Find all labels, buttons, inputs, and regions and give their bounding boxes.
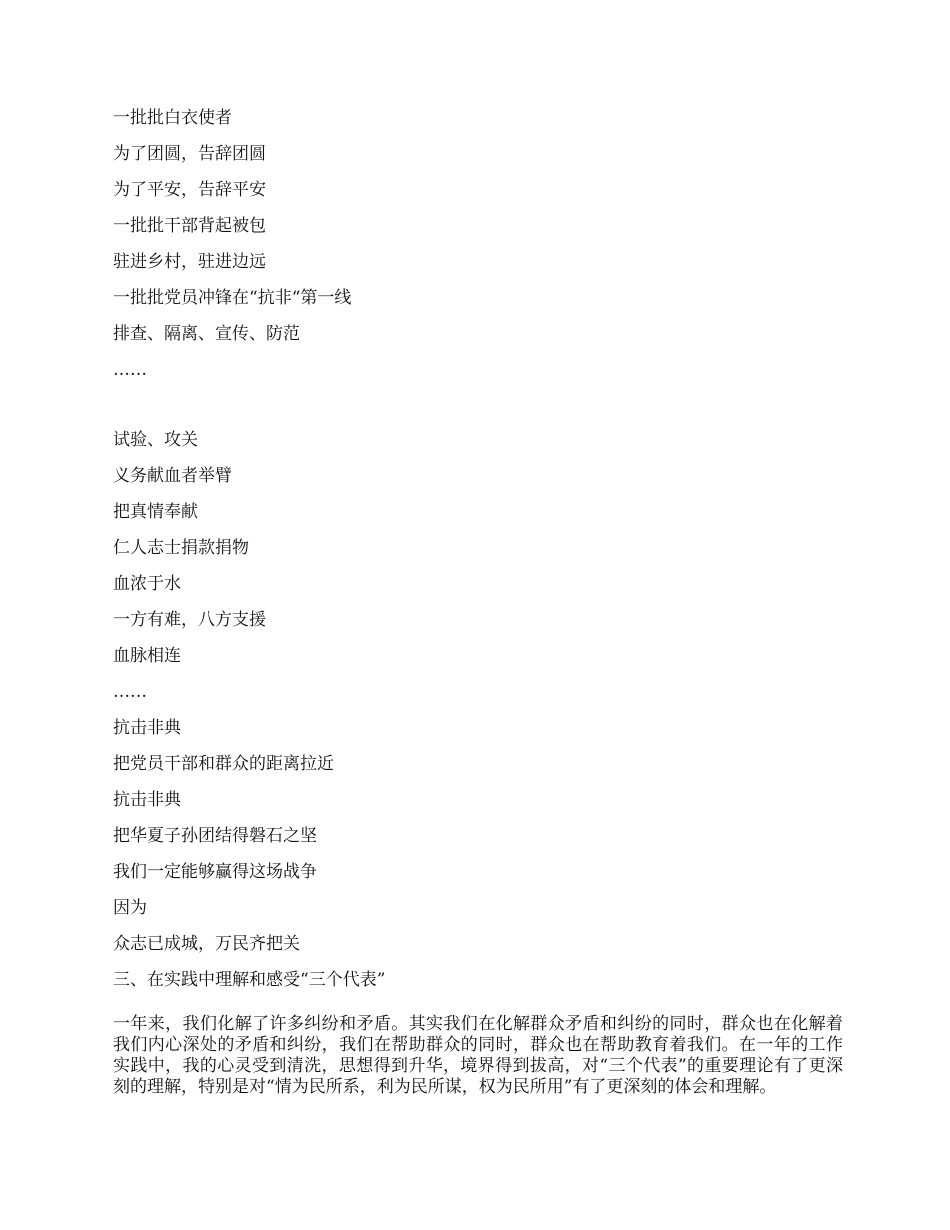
poem-block-1: [113, 108, 843, 396]
text-line: 试验、攻关: [113, 430, 198, 450]
document-page: [113, 108, 843, 1098]
text-line: 仁人志士捐款捐物: [113, 538, 249, 558]
text-line: 血脉相连: [113, 646, 181, 666]
text-line: 为了平安，告辞平安: [113, 180, 266, 200]
text-line: 驻进乡村，驻进边远: [113, 252, 266, 272]
text-line: 为了团圆，告辞团圆: [113, 144, 266, 164]
text-line: 一方有难，八方支援: [113, 610, 266, 630]
section-heading: 三、在实践中理解和感受“三个代表”: [113, 970, 386, 990]
text-line: 一批批白衣使者: [113, 108, 232, 128]
text-line: 抗击非典: [113, 718, 181, 738]
text-line: 把真情奉献: [113, 502, 198, 522]
text-line: 把党员干部和群众的距离拉近: [113, 754, 334, 774]
text-line: 我们一定能够赢得这场战争: [113, 862, 317, 882]
text-line: 义务献血者举臂: [113, 466, 232, 486]
text-line: 一批批党员冲锋在“抗非“第一线: [113, 288, 352, 308]
text-line: 排查、隔离、宣传、防范: [113, 324, 300, 344]
text-line: 血浓于水: [113, 574, 181, 594]
body-paragraph: 一年来，我们化解了许多纠纷和矛盾。其实我们在化解群众矛盾和纠纷的同时，群众也在化解着我们内心深处的矛盾和纠纷，我们在帮助群众的同时，群众也在帮助教育着我们。在一年的工作实践中，我的心灵受到清洗，思想得到升华，境界得到拔高，对“三个代表”的重要理论有了更深刻的理解，特别是对“情为民所系，利为民所谋，权为民所用”有了更深刻的体会和理解。: [113, 1014, 843, 1097]
text-line: 一批批干部背起被包: [113, 216, 266, 236]
block-spacer: [113, 396, 843, 430]
text-line: 众志已成城，万民齐把关: [113, 934, 300, 954]
ellipsis-line: ……: [113, 360, 147, 380]
ellipsis-line: ……: [113, 682, 147, 702]
text-line: 因为: [113, 898, 147, 918]
text-line: 抗击非典: [113, 790, 181, 810]
text-line: 把华夏子孙团结得磐石之坚: [113, 826, 317, 846]
poem-block-2: [113, 430, 843, 1006]
